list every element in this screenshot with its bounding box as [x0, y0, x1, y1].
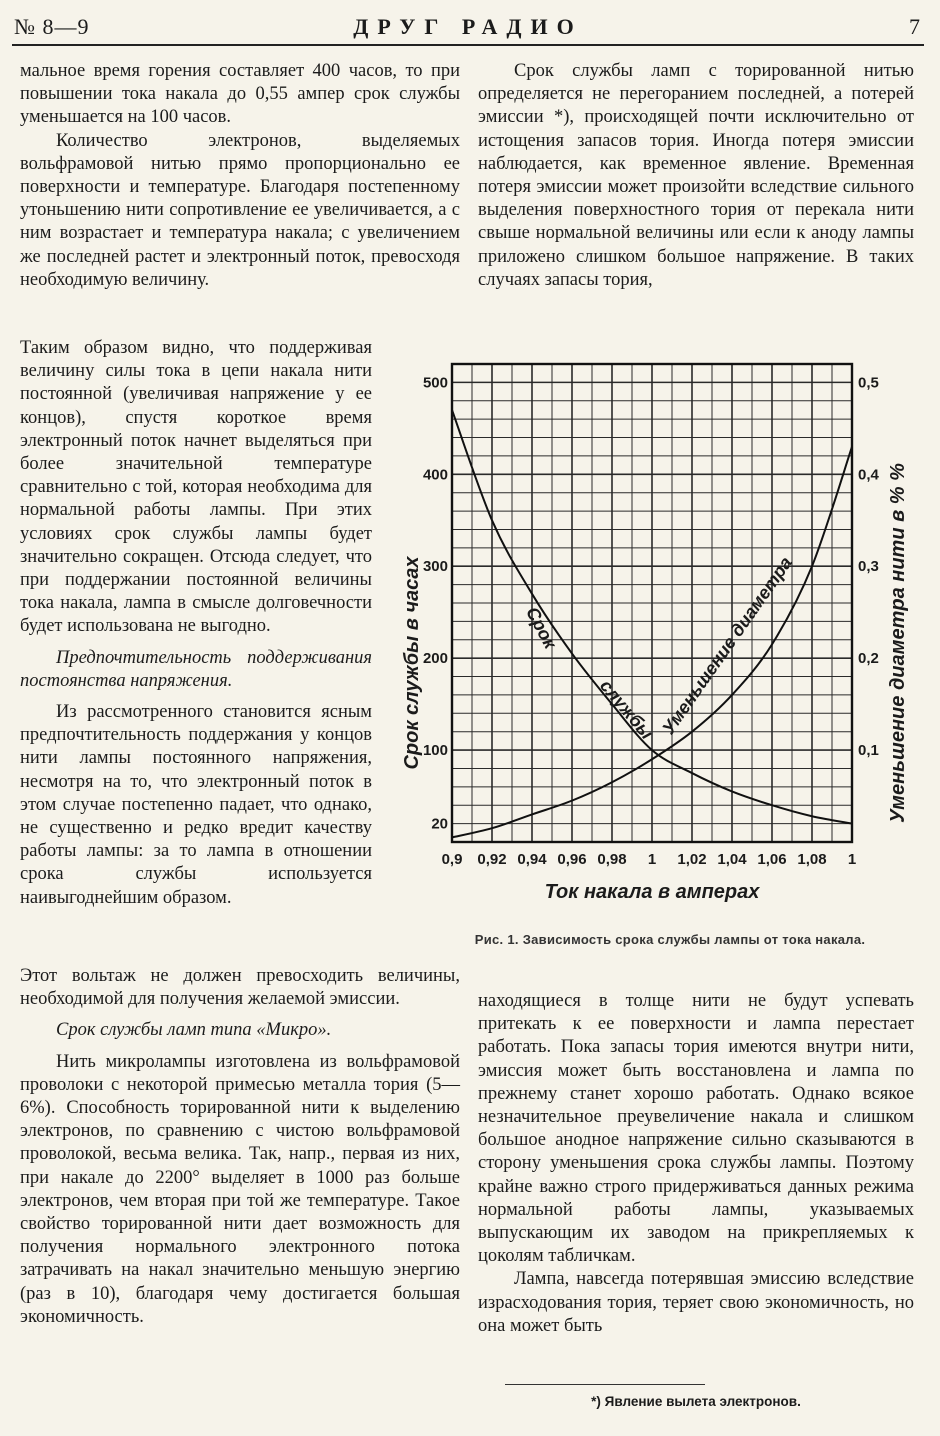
right-column-bottom: [478, 990, 914, 1338]
y2-tick-label: 0,1: [858, 742, 879, 760]
y2-tick-label: 0,5: [858, 374, 879, 392]
paragraph: Нить микролампы изготовлена из вольфрамовой проволоки с некоторой примесью металла тория (5—6%). Способность торированной нити к выделению электронов, по сравнению с чистою вольфрамовой проволокой, весьма велика. Так, напр., первая из них, при накале до 2200° выделяет в 1000 раз больше электронов, чем вторая при той же температуре. Такое свойство торированной нити дает возможность для получения нормального электронного потока затрачивать на накал значительно меньшую энергию (раз в 10), благодаря чему достигается большая экономичность.: [20, 1051, 460, 1327]
y-tick-label: 200: [422, 650, 448, 668]
paragraph: Этот вольтаж не должен превосходить величины, необходимой для получения желаемой эмиссии.: [20, 966, 460, 1010]
x-tick-label: 1: [647, 851, 657, 868]
y-tick-label: 100: [422, 742, 448, 760]
x-tick-label: 1,08: [797, 851, 827, 868]
x-tick-label: 0,9: [441, 851, 463, 868]
paragraph: Таким образом видно, что поддерживая величину силы тока в цепи накала нити постоянной (увеличивая напряжение у ее концов), спустя короткое время электронный поток начнет выделяться при более значительной температуре сравнительно с той, которая необходима для нормальной работы лампы. При этих условиях срок службы лампы будет значительно сокращен. Отсюда следует, что при поддержании постоянной величины тока накала, лампа в смысле долговечности будет использована не выгодно.: [20, 338, 372, 637]
x-axis-title: Ток накала в амперах: [544, 881, 760, 903]
left-column-bottom: [20, 965, 460, 1329]
left-column-top: [20, 60, 460, 292]
x-tick-label: 1,04: [717, 851, 747, 868]
lifetime-curve-label: Срок: [522, 603, 561, 652]
x-tick-label: 0,92: [477, 851, 507, 868]
y2-tick-label: 0,2: [858, 650, 879, 668]
x-tick-label: 1,02: [677, 851, 707, 868]
paragraph: Из рассмотренного становится ясным предпочтительность поддержания у концов нити лампы постоянного напряжения, несмотря на то, что электронный поток в этом случае постепенно падает, что однако, не существенно и редко вредит качеству работы лампы: за то лампа в отношении срока службы используется наивыгоднейшим образом.: [20, 702, 372, 908]
y2-axis-title: Уменьшение диаметра нити в % %: [887, 463, 909, 823]
footnote: *) Явление вылета электронов.: [591, 1394, 801, 1409]
right-column-top: [478, 60, 914, 292]
journal-title: ДРУГ РАДИО: [353, 14, 583, 39]
page-number: 7: [909, 14, 920, 39]
left-column-narrow: [20, 337, 372, 910]
x-tick-label: 0,96: [557, 851, 587, 868]
section-subheading: Срок службы ламп типа «Микро».: [56, 1020, 332, 1041]
paragraph: Срок службы ламп с торированной нитью определяется не перегоранием последней, а потерей эмиссии *), происходящей почти исключительно от истощения запасов тория. Иногда потеря эмиссии наблюдается, как временное явление. Временная потеря эмиссии может произойти вследствие сильного выделения поверхностного тория от перекала нити свыше нормальной величины или если к аноду лампы приложено слишком большое напряжение. В таких случаях запасы тория,: [478, 61, 914, 290]
lifetime-curve-label: службы: [596, 675, 658, 744]
y2-tick-label: 0,3: [858, 558, 879, 576]
page-header: [12, 10, 924, 46]
y-tick-label: 300: [422, 558, 448, 576]
paragraph: Количество электронов, выделяемых вольфрамовой нитью прямо пропорционально ее поверхности и температуре. Благодаря постепенному утоньшению нити сопротивление ее увеличивается, а с ним возрастает и температура накала; с увеличением же последней растет и электронный поток, превосходя необходимую величину.: [20, 130, 460, 290]
x-tick-label: 1,06: [757, 851, 787, 868]
paragraph: мальное время горения составляет 400 часов, то при повышении тока накала до 0,55 ампер срок службы уменьшается на 100 часов.: [20, 61, 460, 128]
figure-caption: Рис. 1. Зависимость срока службы лампы от тока накала.: [474, 932, 866, 947]
diameter-curve-label: Уменьшение диаметра: [658, 552, 797, 739]
y-tick-label: 20: [431, 815, 448, 833]
x-tick-label: 0,98: [597, 851, 627, 868]
x-tick-label: 0,94: [517, 851, 547, 868]
footnote-rule: [505, 1384, 705, 1385]
y-tick-label: 400: [422, 466, 448, 484]
section-subheading: Предпочтительность поддерживания постоянства напряжения.: [20, 647, 372, 691]
paragraph: находящиеся в толще нити не будут успевать притекать к ее поверхности и лампа перестает работать. Пока запасы тория имеются внутри нити, эмиссия может быть восстановлена и лампа по прежнему станет хорошо работать. Однако всякое незначительное преувеличение накала и слишком большое анодное напряжение сильно сказываются в сторону уменьшения срока службы лампы. Поэтому крайне важно строго придерживаться данных режима нормальной работы лампы, указываемых выпускающим их заводом на прикрепляемых к цоколям табличкам.: [478, 991, 914, 1267]
issue-number: № 8—9: [14, 14, 90, 39]
lifetime-chart: [380, 350, 920, 920]
y-axis-title: Срок службы в часах: [401, 556, 423, 770]
y2-tick-label: 0,4: [858, 466, 879, 484]
y-tick-label: 500: [422, 374, 448, 392]
paragraph: Лампа, навсегда потерявшая эмиссию вследствие израсходования тория, теряет свою экономичность, но она может быть: [478, 1269, 914, 1336]
chart-grid: [452, 364, 852, 842]
x-tick-label: 1: [847, 851, 857, 868]
